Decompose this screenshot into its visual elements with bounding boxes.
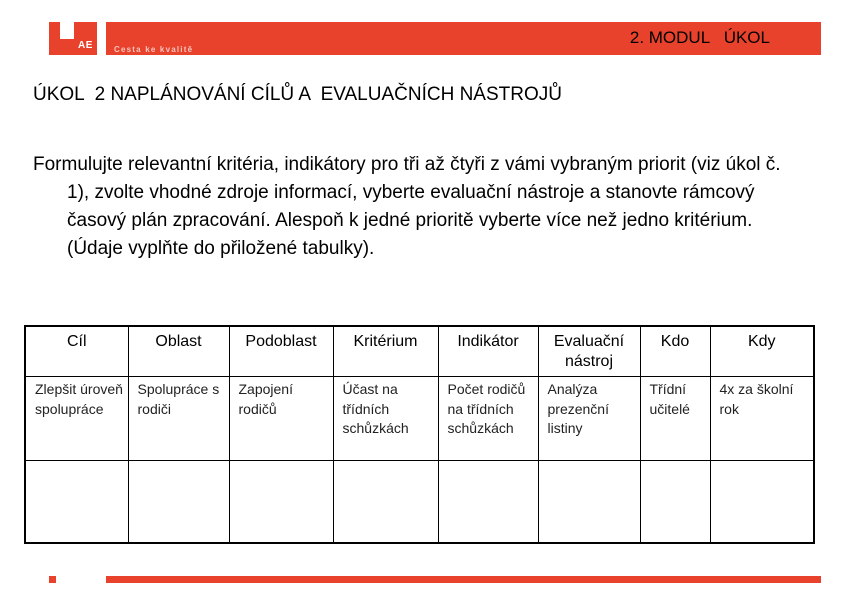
table-cell: Zapojení rodičů: [229, 377, 333, 461]
task-heading: ÚKOL 2 NAPLÁNOVÁNÍ CÍLŮ A EVALUAČNÍCH NÁSTROJŮ: [33, 84, 562, 105]
column-header-indikator: Indikátor: [438, 326, 538, 377]
table-cell: [640, 461, 710, 544]
evaluation-table: [24, 325, 815, 544]
logo-notch: [60, 22, 74, 39]
table-cell: Spolupráce s rodiči: [128, 377, 229, 461]
column-header-oblast: Oblast: [128, 326, 229, 377]
tagline: Cesta ke kvalitě: [114, 45, 194, 54]
table-cell: Účast na třídních schůzkách: [333, 377, 438, 461]
column-header-kdo: Kdo: [640, 326, 710, 377]
table-cell: [538, 461, 640, 544]
table-row: [25, 461, 814, 544]
table-cell: Počet rodičů na třídních schůzkách: [438, 377, 538, 461]
table-header-row: [25, 326, 814, 377]
footer-bar: [106, 576, 821, 583]
table-cell: [710, 461, 814, 544]
column-header-kdy: Kdy: [710, 326, 814, 377]
table-row: [25, 377, 814, 461]
instruction-text: Formulujte relevantní kritéria, indikátory pro tři až čtyři z vámi vybraným priorit (viz úkol č. 1), zvolte vhodné zdroje informací, vyberte evaluační nástroje a stanovte rámcový časový plán zpracování. Alespoň k jedné prioritě vyberte více než jedno kritérium. (Údaje vyplňte do přiložené tabulky).: [33, 154, 781, 259]
column-header-kriterium: Kritérium: [333, 326, 438, 377]
table-cell: Zlepšit úroveň spolupráce: [25, 377, 128, 461]
table-cell: [229, 461, 333, 544]
column-header-evaluacni-nastroj: Evaluační nástroj: [538, 326, 640, 377]
column-header-cil: Cíl: [25, 326, 128, 377]
table-cell: Třídní učitelé: [640, 377, 710, 461]
table-cell: Analýza prezenční listiny: [538, 377, 640, 461]
footer-dot: [49, 576, 56, 583]
logo-text: AE: [78, 40, 93, 51]
table-cell: [25, 461, 128, 544]
table-cell: 4x za školní rok: [710, 377, 814, 461]
table-cell: [128, 461, 229, 544]
table-cell: [438, 461, 538, 544]
column-header-podoblast: Podoblast: [229, 326, 333, 377]
module-title: 2. MODUL ÚKOL: [629, 28, 770, 47]
table-cell: [333, 461, 438, 544]
